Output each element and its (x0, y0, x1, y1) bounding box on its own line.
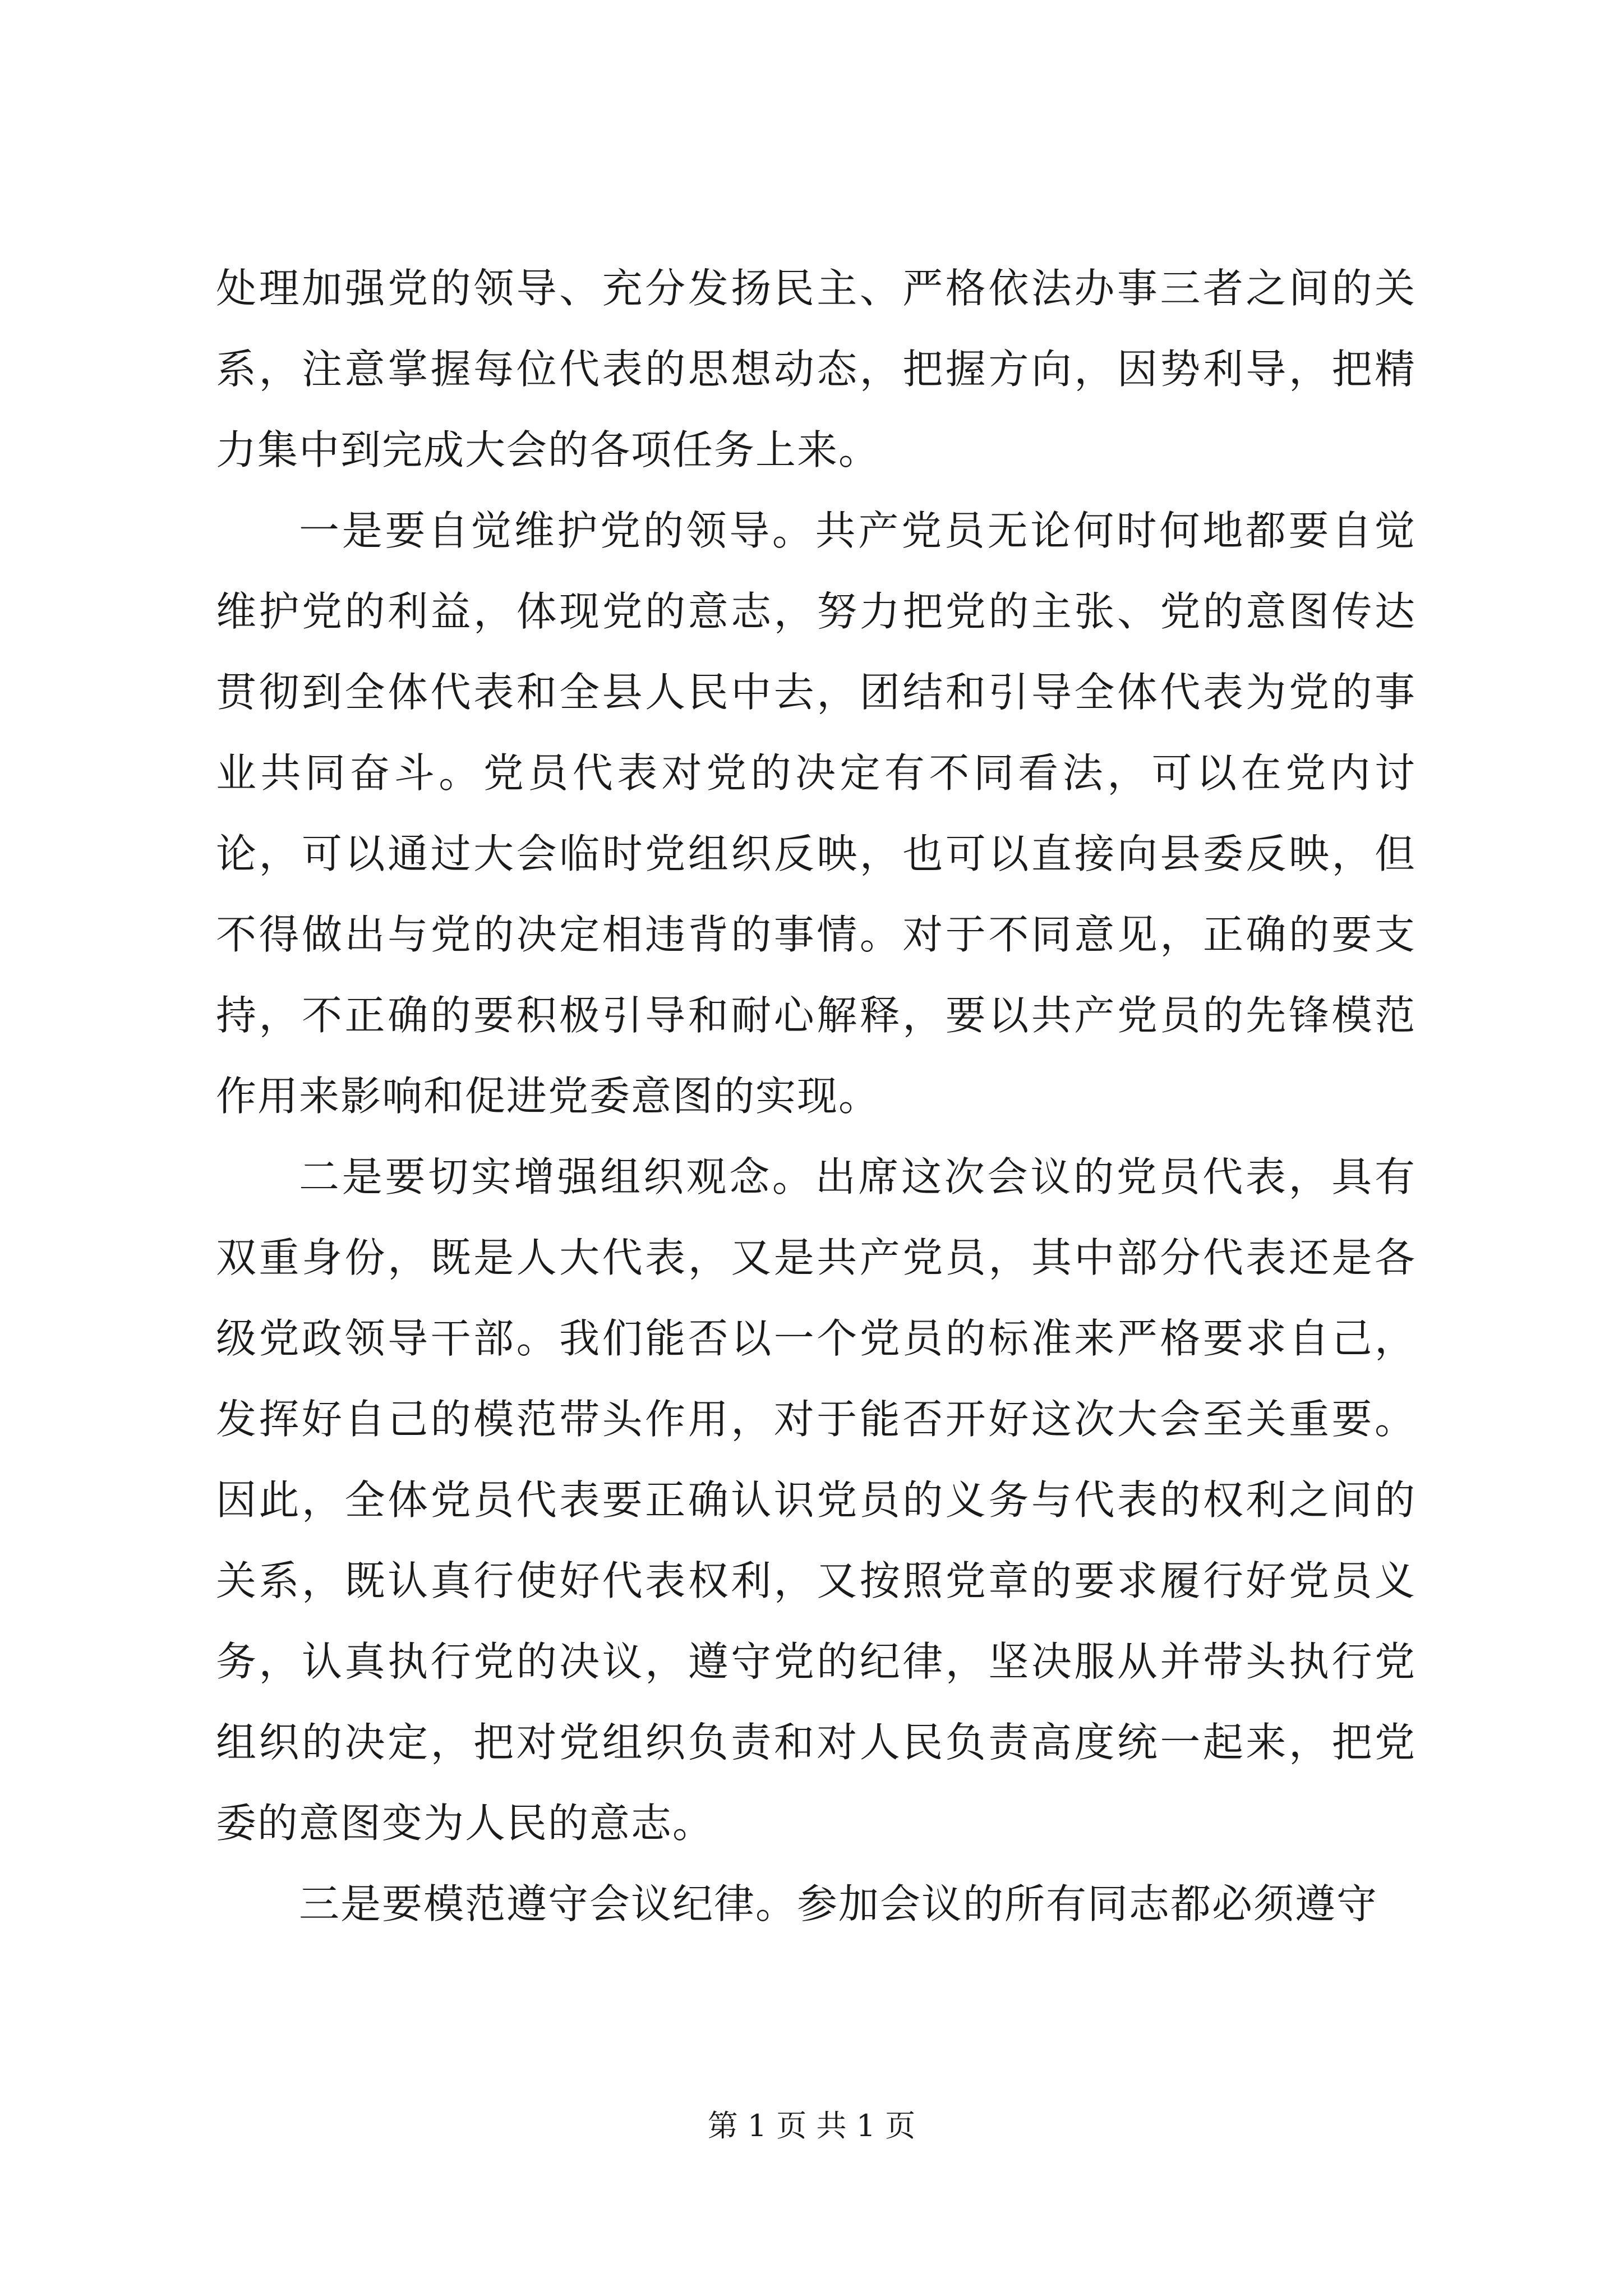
document-body (216, 248, 1416, 1944)
paragraph-organization-concept: 二是要切实增强组织观念。出席这次会议的党员代表，具有双重身份，既是人大代表，又是共产党员，其中部分代表还是各级党政领导干部。我们能否以一个党员的标准来严格要求自己，发挥好自己的模范带头作用，对于能否开好这次大会至关重要。因此，全体党员代表要正确认识党员的义务与代表的权利之间的关系，既认真行使好代表权利，又按照党章的要求履行好党员义务，认真执行党的决议，遵守党的纪律，坚决服从并带头执行党组织的决定，把对党组织负责和对人民负责高度统一起来，把党委的意图变为人民的意志。 (216, 1153, 1416, 1847)
page-number-label: 第 1 页 共 1 页 (707, 2108, 916, 2143)
page-footer (0, 2104, 1623, 2148)
paragraph-maintain-party-leadership: 一是要自觉维护党的领导。共产党员无论何时何地都要自觉维护党的利益，体现党的意志，努力把党的主张、党的意图传达贯彻到全体代表和全县人民中去，团结和引导全体代表为党的事业共同奋斗。党员代表对党的决定有不同看法，可以在党内讨论，可以通过大会临时党组织反映，也可以直接向县委反映，但不得做出与党的决定相违背的事情。对于不同意见，正确的要支持，不正确的要积极引导和耐心解释，要以共产党员的先锋模范作用来影响和促进党委意图的实现。 (216, 507, 1416, 1120)
paragraph-meeting-discipline: 三是要模范遵守会议纪律。参加会议的所有同志都必须遵守 (299, 1880, 1378, 1927)
paragraph-continuation: 处理加强党的领导、充分发扬民主、严格依法办事三者之间的关系，注意掌握每位代表的思想动态，把握方向，因势利导，把精力集中到完成大会的各项任务上来。 (216, 265, 1416, 473)
